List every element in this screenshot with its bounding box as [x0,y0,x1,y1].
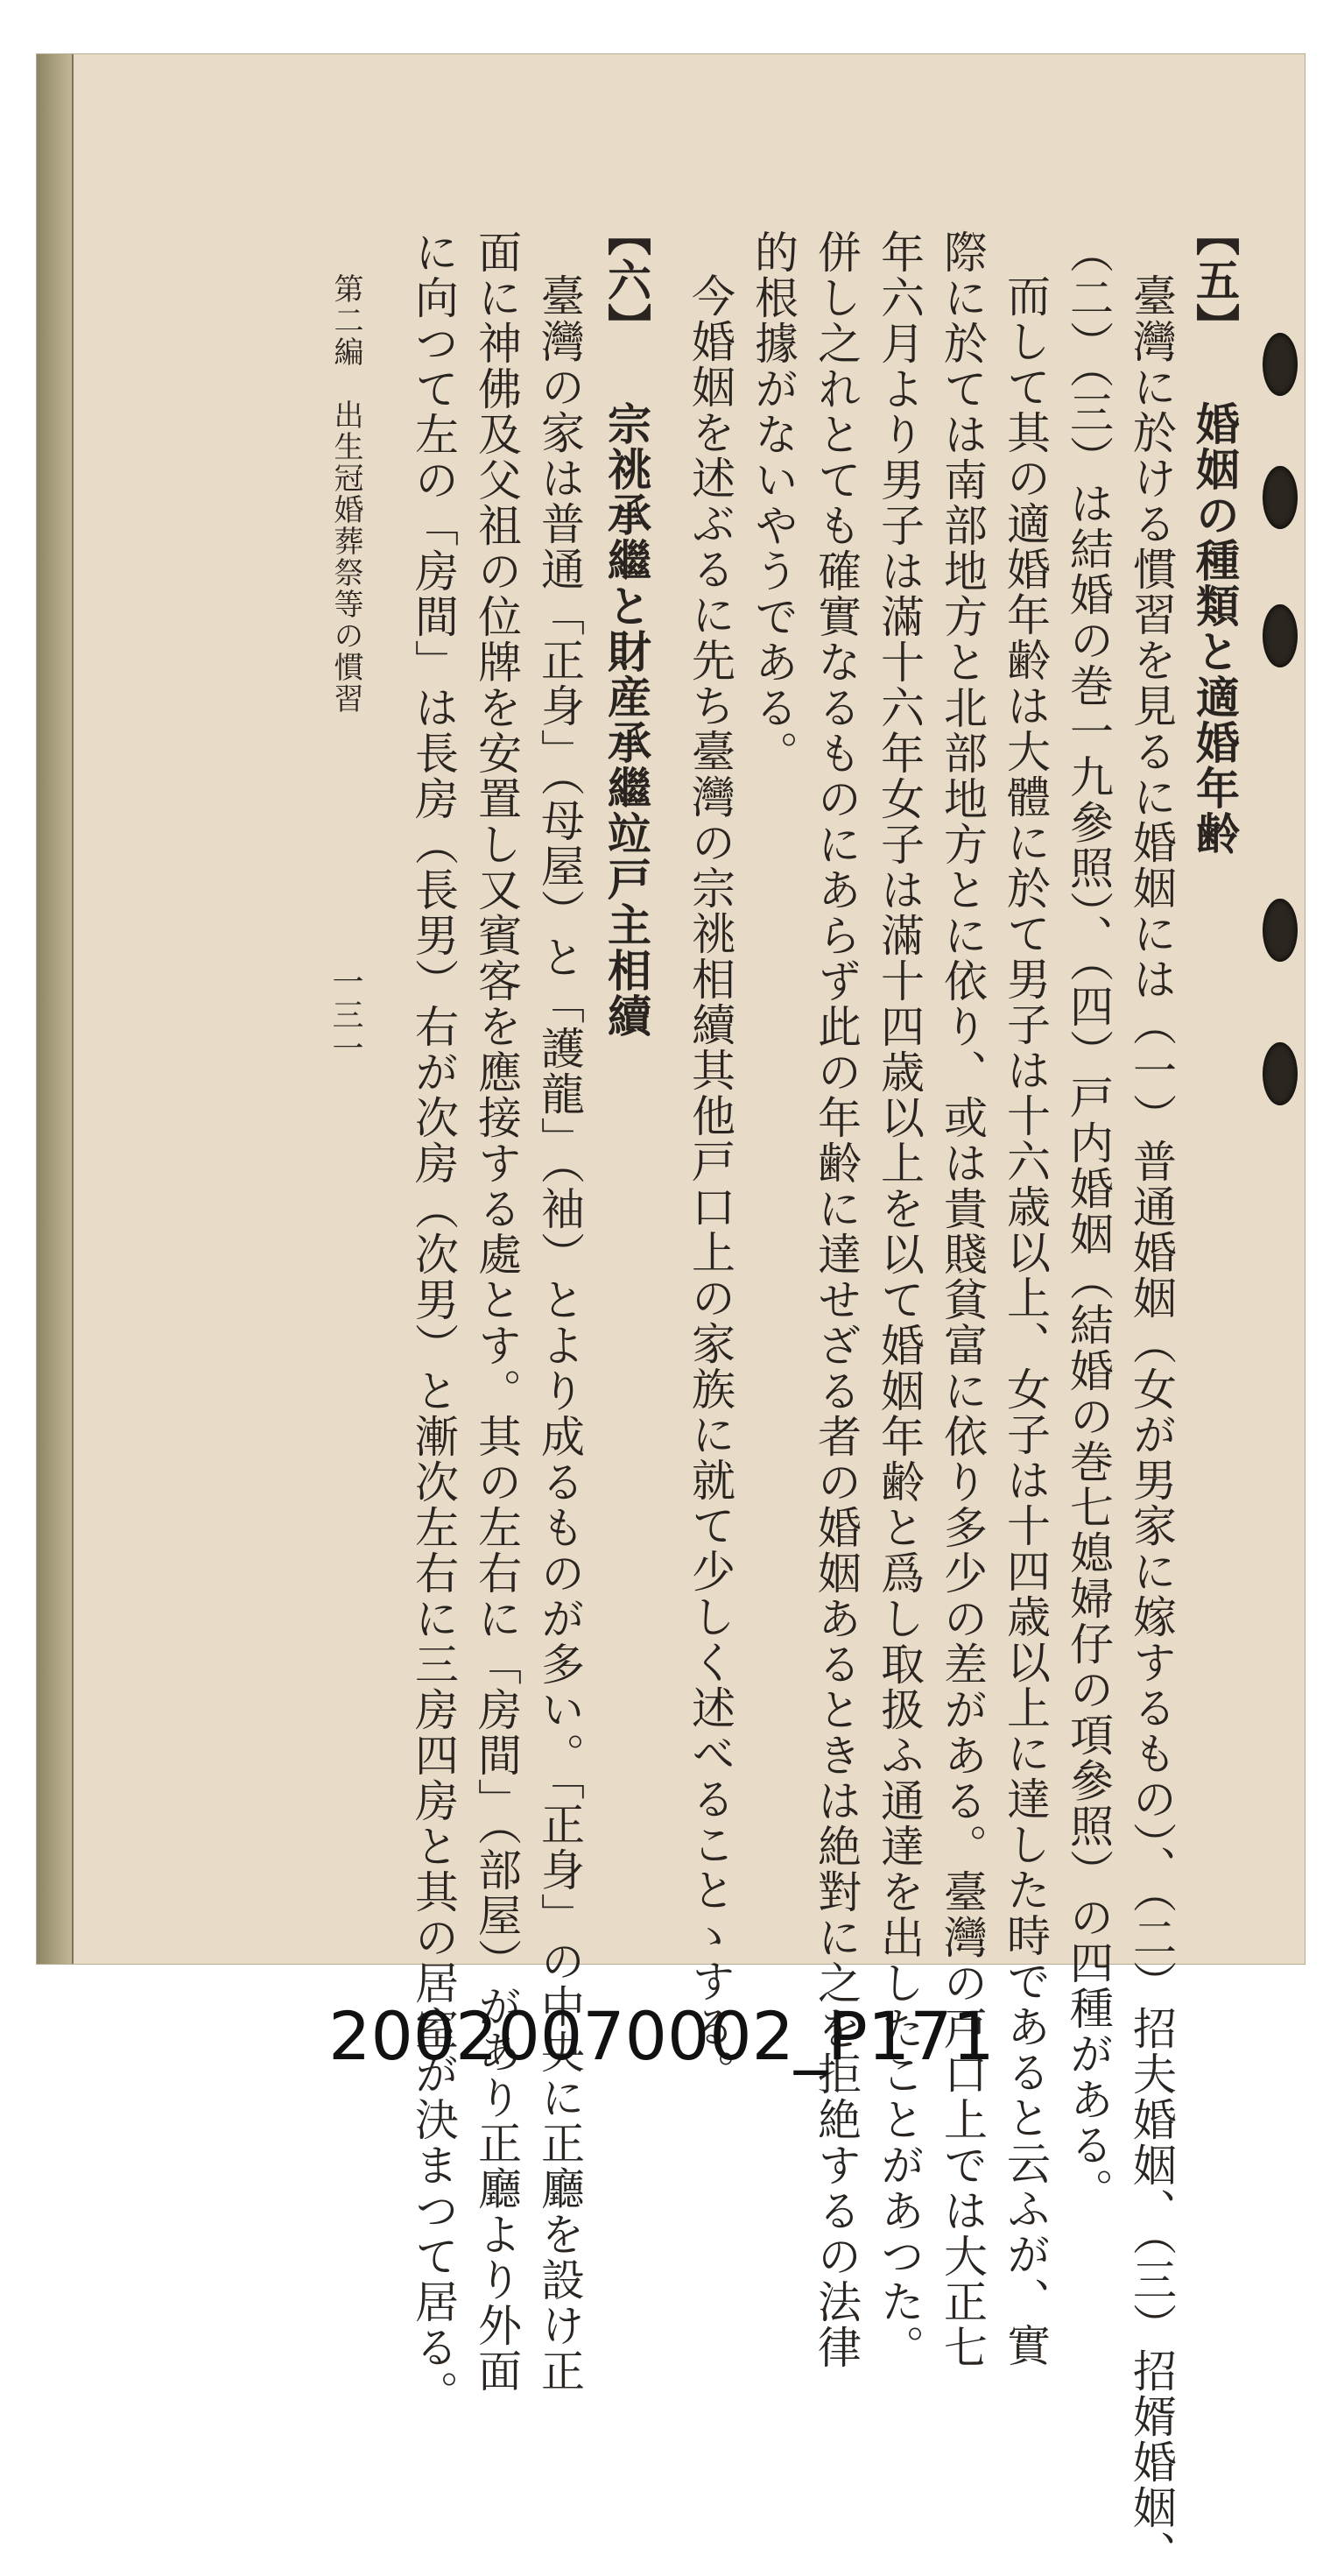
body-line: 臺灣に於ける慣習を見るに婚姻には（一）普通婚姻（女が男家に嫁するもの）、（二）招夫婚姻、（三）招婿婚姻、 [1126,273,1177,2576]
body-line: 臺灣の家は普通「正身」（母屋）と「護龍」（袖）とより成るものが多い。「正身」の中央に正廳を設け正 [534,273,585,2394]
binding-hole [1263,1042,1298,1105]
body-line: 際に於ては南部地方と北部地方とに依り、或は貴賤貧富に依り多少の差がある。臺灣の戸口上では大正七 [937,229,988,2370]
body-line: 年六月より男子は滿十六年女子は滿十四歳以上を以て婚姻年齢と爲し取扱ふ通達を出したことがあつた。 [874,229,925,2370]
body-line: 的根據がないやうである。 [748,229,799,776]
page-number: 一三一 [327,965,363,1065]
binding-hole [1263,466,1298,529]
section-six-heading: 【六】 宗祧承繼と財産承繼竝戸主相續 [601,212,651,1039]
body-line: （二）（三）は結婚の巻一九參照）、（四）戸内婚姻（結婚の巻七媳婦仔の項參照）の四種がある。 [1063,229,1114,2213]
body-line: 今婚姻を述ぶるに先ち臺灣の宗祧相續其他戸口上の家族に就て少しく述べることゝする。 [685,273,735,2095]
running-footer: 第二編 出生冠婚葬祭等の慣習 [328,273,363,715]
binding-hole [1263,899,1298,962]
body-line: 併し之れとても確實なるものにあらず此の年齢に達せざる者の婚姻あるときは絶對に之を拒絶するの法律 [811,229,862,2370]
binding-hole [1263,604,1298,667]
body-line: に向つて左の「房間」は長房（長男）右が次房（次男）と漸次左右に三房四房と其の居室が決まつて居る。 [408,229,459,2416]
image-caption: 20020070002_P171 [328,1997,995,2075]
body-line: 面に神佛及父祖の位牌を安置し又賓客を應接する處とす。其の左右に「房間」（部屋）があり正廳より外面 [471,229,522,2394]
page-edge [37,54,74,1964]
section-five-heading: 【五】 婚姻の種類と適婚年齢 [1189,212,1240,857]
binding-hole [1263,333,1298,396]
body-line: 而して其の適婚年齢は大體に於て男子は十六歳以上、女子は十四歳以上に達した時であると云ふが、實 [1000,273,1051,2368]
